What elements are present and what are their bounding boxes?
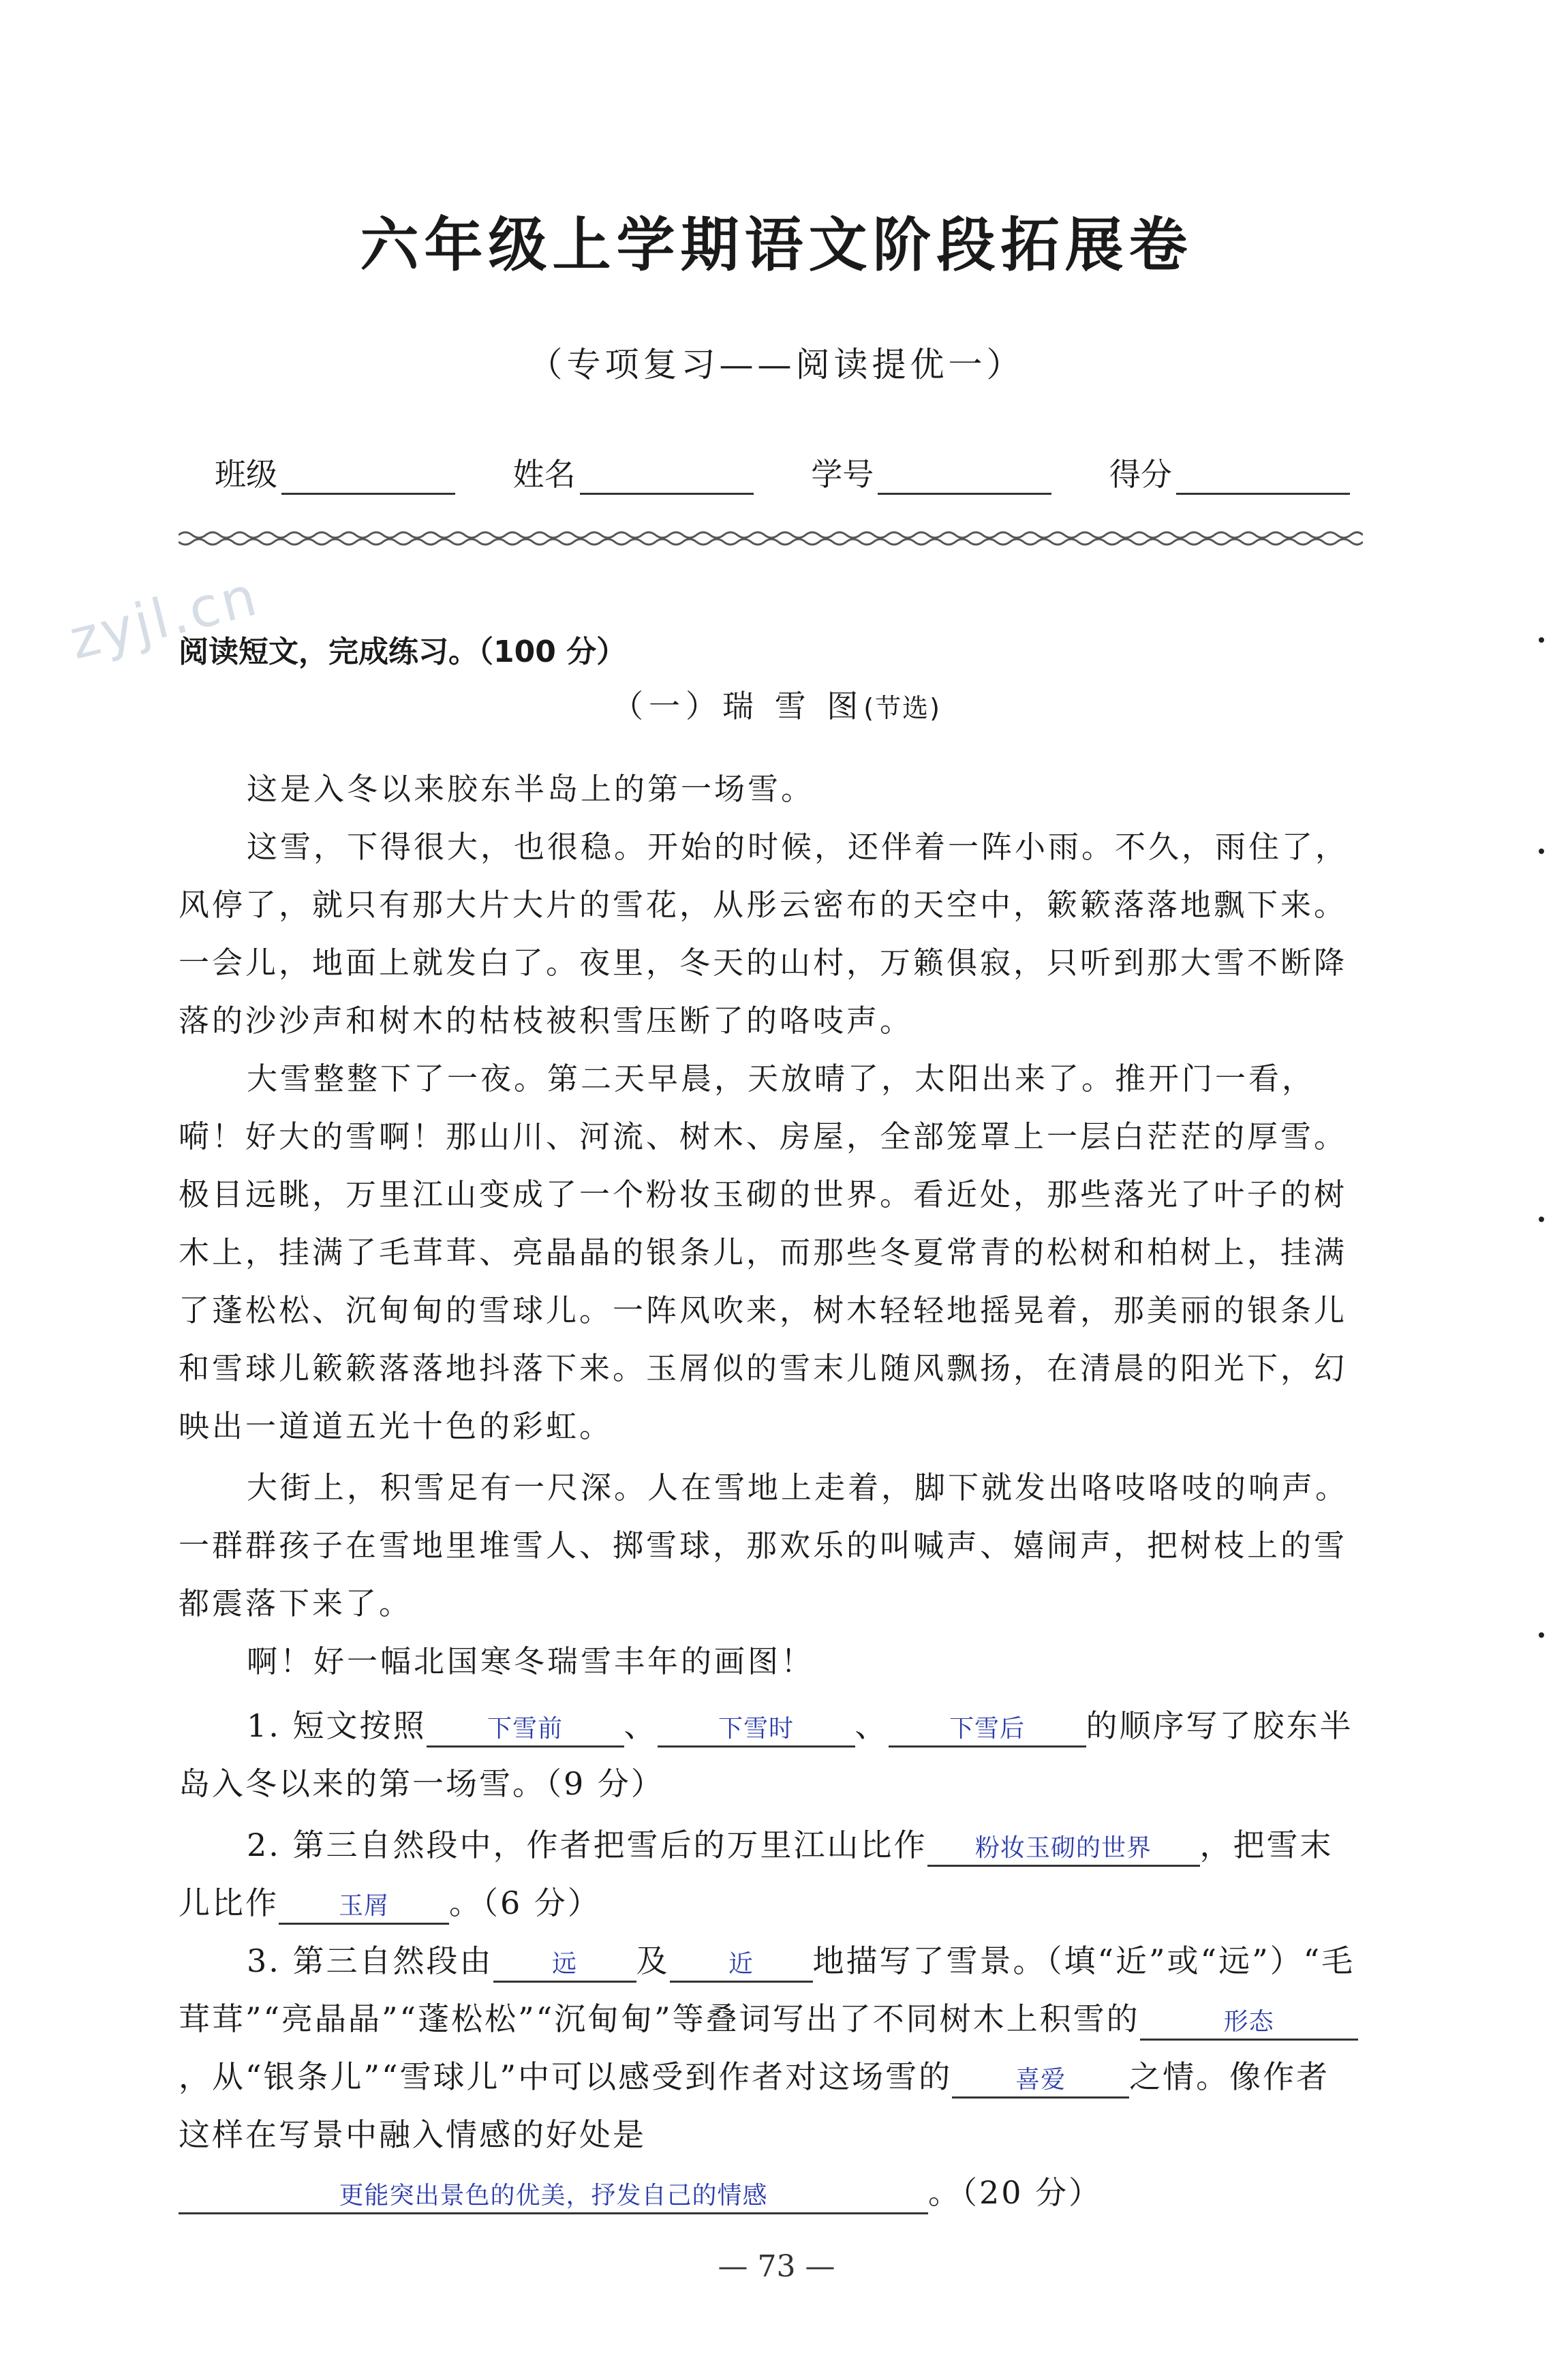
answer-blank[interactable]: 近 [670,1945,813,1983]
margin-dot [1539,637,1544,643]
paragraph-1: 这是入冬以来胶东半岛上的第一场雪。 [247,771,815,807]
question-2: 2. 第三自然段中，作者把雪后的万里江山比作 粉妆玉砌的世界 ，把雪末儿比作 玉屑 。（6 分） [179,1816,1363,1932]
question-3: 3. 第三自然段由 远 及 近 地描写了雪景。（填“近”或“远”）“毛茸茸”“亮晶晶”“蓬松松”“沉甸甸”等叠词写出了不同树木上积雪的 形态，从“银条儿”“雪球儿”中可以感受到作者对这场雪的 喜爱 之情。像作者这样在写景中融入情感的好处是更能突出景色的优美，抒发自己的情感 。（20 分） [179,1932,1363,2222]
paragraph-2: 这雪，下得很大，也很稳。开始的时候，还伴着一阵小雨。不久，雨住了，风停了，就只有那大片大片的雪花，从彤云密布的天空中，簌簌落落地飘下来。一会儿，地面上就发白了。夜里，冬天的山村，万籁俱寂，只听到那大雪不断降落的沙沙声和树木的枯枝被积雪压断了的咯吱声。 [179,829,1349,1039]
paragraph-5: 啊！好一幅北国寒冬瑞雪丰年的画图！ [247,1643,815,1679]
wavy-divider [179,528,1363,549]
instruction: 阅读短文，完成练习。（100 分） [179,635,627,669]
answer-blank[interactable]: 更能突出景色的优美，抒发自己的情感 [179,2177,928,2214]
score-field[interactable] [1176,464,1350,495]
score-label: 得分 [1109,456,1172,493]
id-field[interactable] [878,464,1051,495]
answer-blank[interactable]: 下雪时 [658,1710,855,1748]
watermark: zyjl.cn [63,564,265,672]
class-label: 班级 [215,456,277,493]
page-title: 六年级上学期语文阶段拓展卷 [360,211,1193,279]
answer-blank[interactable]: 形态 [1140,2003,1358,2041]
answer-blank[interactable]: 喜爱 [952,2061,1129,2099]
answer-blank[interactable]: 下雪前 [427,1710,624,1748]
page-number: — 73 — [718,2249,835,2284]
section-heading [0,682,1553,727]
answer-blank[interactable]: 下雪后 [889,1710,1086,1748]
paragraph-4: 大街上，积雪足有一尺深。人在雪地上走着，脚下就发出咯吱咯吱的响声。一群群孩子在雪地里堆雪人、掷雪球，那欢乐的叫喊声、嬉闹声，把树枝上的雪都震落下来了。 [179,1469,1349,1621]
class-field[interactable] [281,464,455,495]
answer-blank[interactable]: 粉妆玉砌的世界 [927,1829,1200,1867]
margin-dot [1539,1217,1544,1222]
question-1: 1. 短文按照 下雪前 、 下雪时 、 下雪后 的顺序写了胶东半岛入冬以来的第一场雪。（9 分） [179,1707,1353,1802]
section-title: （一）瑞 雪 图 [612,688,864,724]
name-field[interactable] [580,464,754,495]
id-label: 学号 [811,456,874,493]
paragraph-3: 大雪整整下了一夜。第二天早晨，天放晴了，太阳出来了。推开门一看，嗬！好大的雪啊！那山川、河流、树木、房屋，全部笼罩上一层白茫茫的厚雪。极目远眺，万里江山变成了一个粉妆玉砌的世界。看近处，那些落光了叶子的树木上，挂满了毛茸茸、亮晶晶的银条儿，而那些冬夏常青的松树和柏树上，挂满了蓬松松、沉甸甸的雪球儿。一阵风吹来，树木轻轻地摇晃着，那美丽的银条儿和雪球儿簌簌落落地抖落下来。玉屑似的雪末儿随风飘扬，在清晨的阳光下，幻映出一道道五光十色的彩虹。 [179,1061,1348,1444]
answer-blank[interactable]: 玉屑 [279,1887,449,1925]
name-label: 姓名 [512,456,576,493]
margin-dot [1539,1632,1544,1638]
margin-dot [1539,849,1544,854]
answer-blank[interactable]: 远 [493,1945,636,1983]
page-subtitle: （专项复习——阅读提优一） [528,345,1025,384]
student-info-row [215,450,1398,495]
section-note: (节选) [863,693,941,723]
